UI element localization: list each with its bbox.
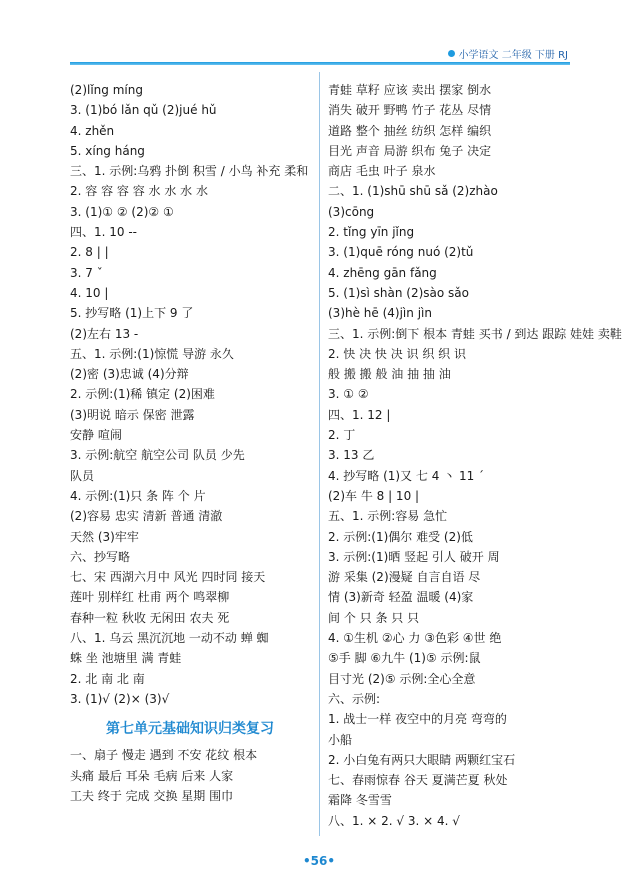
answer-line: 5. xíng háng (70, 143, 145, 158)
answer-line: 商店 毛虫 叶子 泉水 (328, 164, 436, 179)
header-rule (70, 62, 570, 65)
answer-line: 莲叶 别样红 杜甫 两个 鸣翠柳 (70, 590, 230, 605)
answer-line: 3. ① ② (328, 387, 369, 402)
section-title: 第七单元基础知识归类复习 (106, 721, 274, 738)
answer-line: 3. 示例:航空 航空公司 队员 少先 (70, 448, 245, 463)
answer-line: 队员 (70, 468, 95, 483)
answer-line: 目光 声音 局游 织布 兔子 决定 (328, 143, 492, 158)
answer-line: 游 采集 (2)漫疑 自言自语 尽 (328, 570, 481, 585)
answer-line: 小船 (328, 732, 353, 747)
answer-line: 3. 示例:(1)晒 竖起 引人 破开 周 (328, 549, 500, 564)
answer-line: (3)明说 暗示 保密 泄露 (70, 407, 195, 422)
answer-line: ⑤手 脚 ⑥九牛 (1)⑤ 示例:鼠 (328, 651, 481, 666)
answer-line: 2. 小白兔有两只大眼睛 两颗红宝石 (328, 752, 516, 767)
answer-line: 五、1. 示例:(1)惊慌 导游 永久 (70, 346, 234, 361)
answer-line: 2. 示例:(1)稀 镇定 (2)困难 (70, 387, 215, 402)
answer-line: 3. (1)√ (2)× (3)√ (70, 691, 170, 706)
answer-line: 二、1. (1)shū shū sǎ (2)zhào (328, 184, 498, 199)
answer-line: 2. tǐng yīn jǐng (328, 225, 415, 240)
answer-line: 1. 战士一样 夜空中的月亮 弯弯的 (328, 712, 507, 727)
right-lines (328, 80, 622, 831)
answer-line: 三、1. 示例:倒下 根本 青蛙 买书 / 到达 跟踪 娃娃 卖鞋 (328, 326, 622, 341)
answer-line: 2. 容 容 容 容 水 水 水 水 (70, 184, 208, 199)
answer-line: 3. (1)quē róng nuó (2)tǔ (328, 245, 474, 260)
answer-line: (3)hè hē (4)jìn jìn (328, 306, 432, 321)
answer-line: 5. (1)sì shàn (2)sào sǎo (328, 285, 469, 300)
answer-line: 消失 破开 野鸭 竹子 花丛 尽情 (328, 103, 492, 118)
answer-line: (2)密 (3)忠诚 (4)分辩 (70, 367, 189, 382)
answer-line: 八、1. × 2. √ 3. × 4. √ (328, 813, 460, 828)
answer-line: 霜降 冬雪雪 (328, 793, 392, 808)
answer-line: 青蛙 草籽 应该 卖出 摆家 倒水 (328, 83, 492, 97)
answer-line: 头痛 最后 耳朵 毛病 后来 人家 (70, 768, 234, 783)
answer-line: 六、抄写略 (70, 549, 131, 564)
answer-line: 四、1. 12 | (328, 407, 391, 422)
answer-line: 4. ①生机 ②心 力 ③色彩 ④世 绝 (328, 631, 502, 646)
answer-line: 2. 8 | | (70, 245, 109, 260)
answer-line: (2)左右 13 - (70, 326, 139, 341)
answer-line: 3. 7 ˇ (70, 265, 103, 280)
answer-line: 4. 抄写略 (1)又 七 4 丶 11 ˊ (328, 468, 485, 483)
answer-line: 安静 喧闹 (70, 428, 122, 443)
answer-line: 4. zhěn (70, 123, 115, 138)
right-column (328, 80, 622, 831)
answer-line: 四、1. 10 -- (70, 225, 138, 240)
page-header (448, 46, 568, 61)
answer-line: 3. 13 乙 (328, 448, 375, 463)
answer-line: 三、1. 示例:乌鸦 扑倒 积雪 / 小鸟 补充 柔和 (70, 164, 309, 179)
header-dot-icon (448, 50, 455, 57)
answer-line: 一、扇子 慢走 遇到 不安 花纹 根本 (70, 748, 258, 763)
page-number: •56• (302, 854, 336, 868)
answer-line: (3)cōng (328, 204, 375, 219)
answer-line: 3. (1)① ② (2)② ① (70, 204, 174, 219)
answer-line: 目寸光 (2)⑤ 示例:全心全意 (328, 671, 476, 686)
answer-line: 七、春雨惊春 谷天 夏满芒夏 秋处 (328, 773, 508, 788)
answer-line: (2)lǐng míng (70, 83, 143, 97)
answer-line: 4. zhēng gān fǎng (328, 265, 437, 280)
answer-line: 蛛 坐 池塘里 满 青蛙 (70, 651, 182, 666)
answer-line: 五、1. 示例:容易 急忙 (328, 509, 448, 524)
header-text: 小学语文 二年级 下册 RJ (458, 50, 568, 61)
left-column (70, 80, 310, 806)
answer-line: 春种一粒 秋收 无闲田 农夫 死 (70, 610, 230, 625)
answer-line: 5. 抄写略 (1)上下 9 了 (70, 306, 194, 321)
answer-line: 4. 10 | (70, 285, 109, 300)
column-divider (319, 72, 320, 836)
answer-line: 道路 整个 抽丝 纺织 怎样 编织 (328, 123, 492, 138)
left-top-lines (70, 80, 310, 709)
answer-line: 工夫 终于 完成 交换 星期 围巾 (70, 788, 234, 803)
answer-line: 天然 (3)牢牢 (70, 529, 139, 544)
answer-line: 2. 丁 (328, 428, 356, 443)
answer-line: 3. (1)bó lǎn qǔ (2)jué hǔ (70, 103, 217, 118)
answer-line: 八、1. 乌云 黑沉沉地 一动不动 蝉 蜘 (70, 631, 269, 646)
answer-line: 2. 北 南 北 南 (70, 671, 145, 686)
answer-line: 情 (3)新奇 轻盈 温暖 (4)家 (328, 590, 474, 605)
answer-line: 般 搬 搬 般 油 抽 抽 油 (328, 367, 451, 382)
answer-line: 2. 示例:(1)偶尔 难受 (2)低 (328, 529, 473, 544)
answer-line: (2)车 牛 8 | 10 | (328, 488, 420, 503)
left-bottom-lines (70, 745, 310, 806)
answer-line: 4. 示例:(1)只 条 阵 个 片 (70, 488, 206, 503)
answer-line: 间 个 只 条 只 只 (328, 610, 420, 625)
answer-line: 七、宋 西湖六月中 风光 四时同 接天 (70, 570, 266, 585)
answer-line: (2)容易 忠实 清新 普通 清澈 (70, 509, 223, 524)
answer-line: 六、示例: (328, 691, 381, 706)
answer-line: 2. 快 决 快 决 识 织 织 识 (328, 346, 466, 361)
